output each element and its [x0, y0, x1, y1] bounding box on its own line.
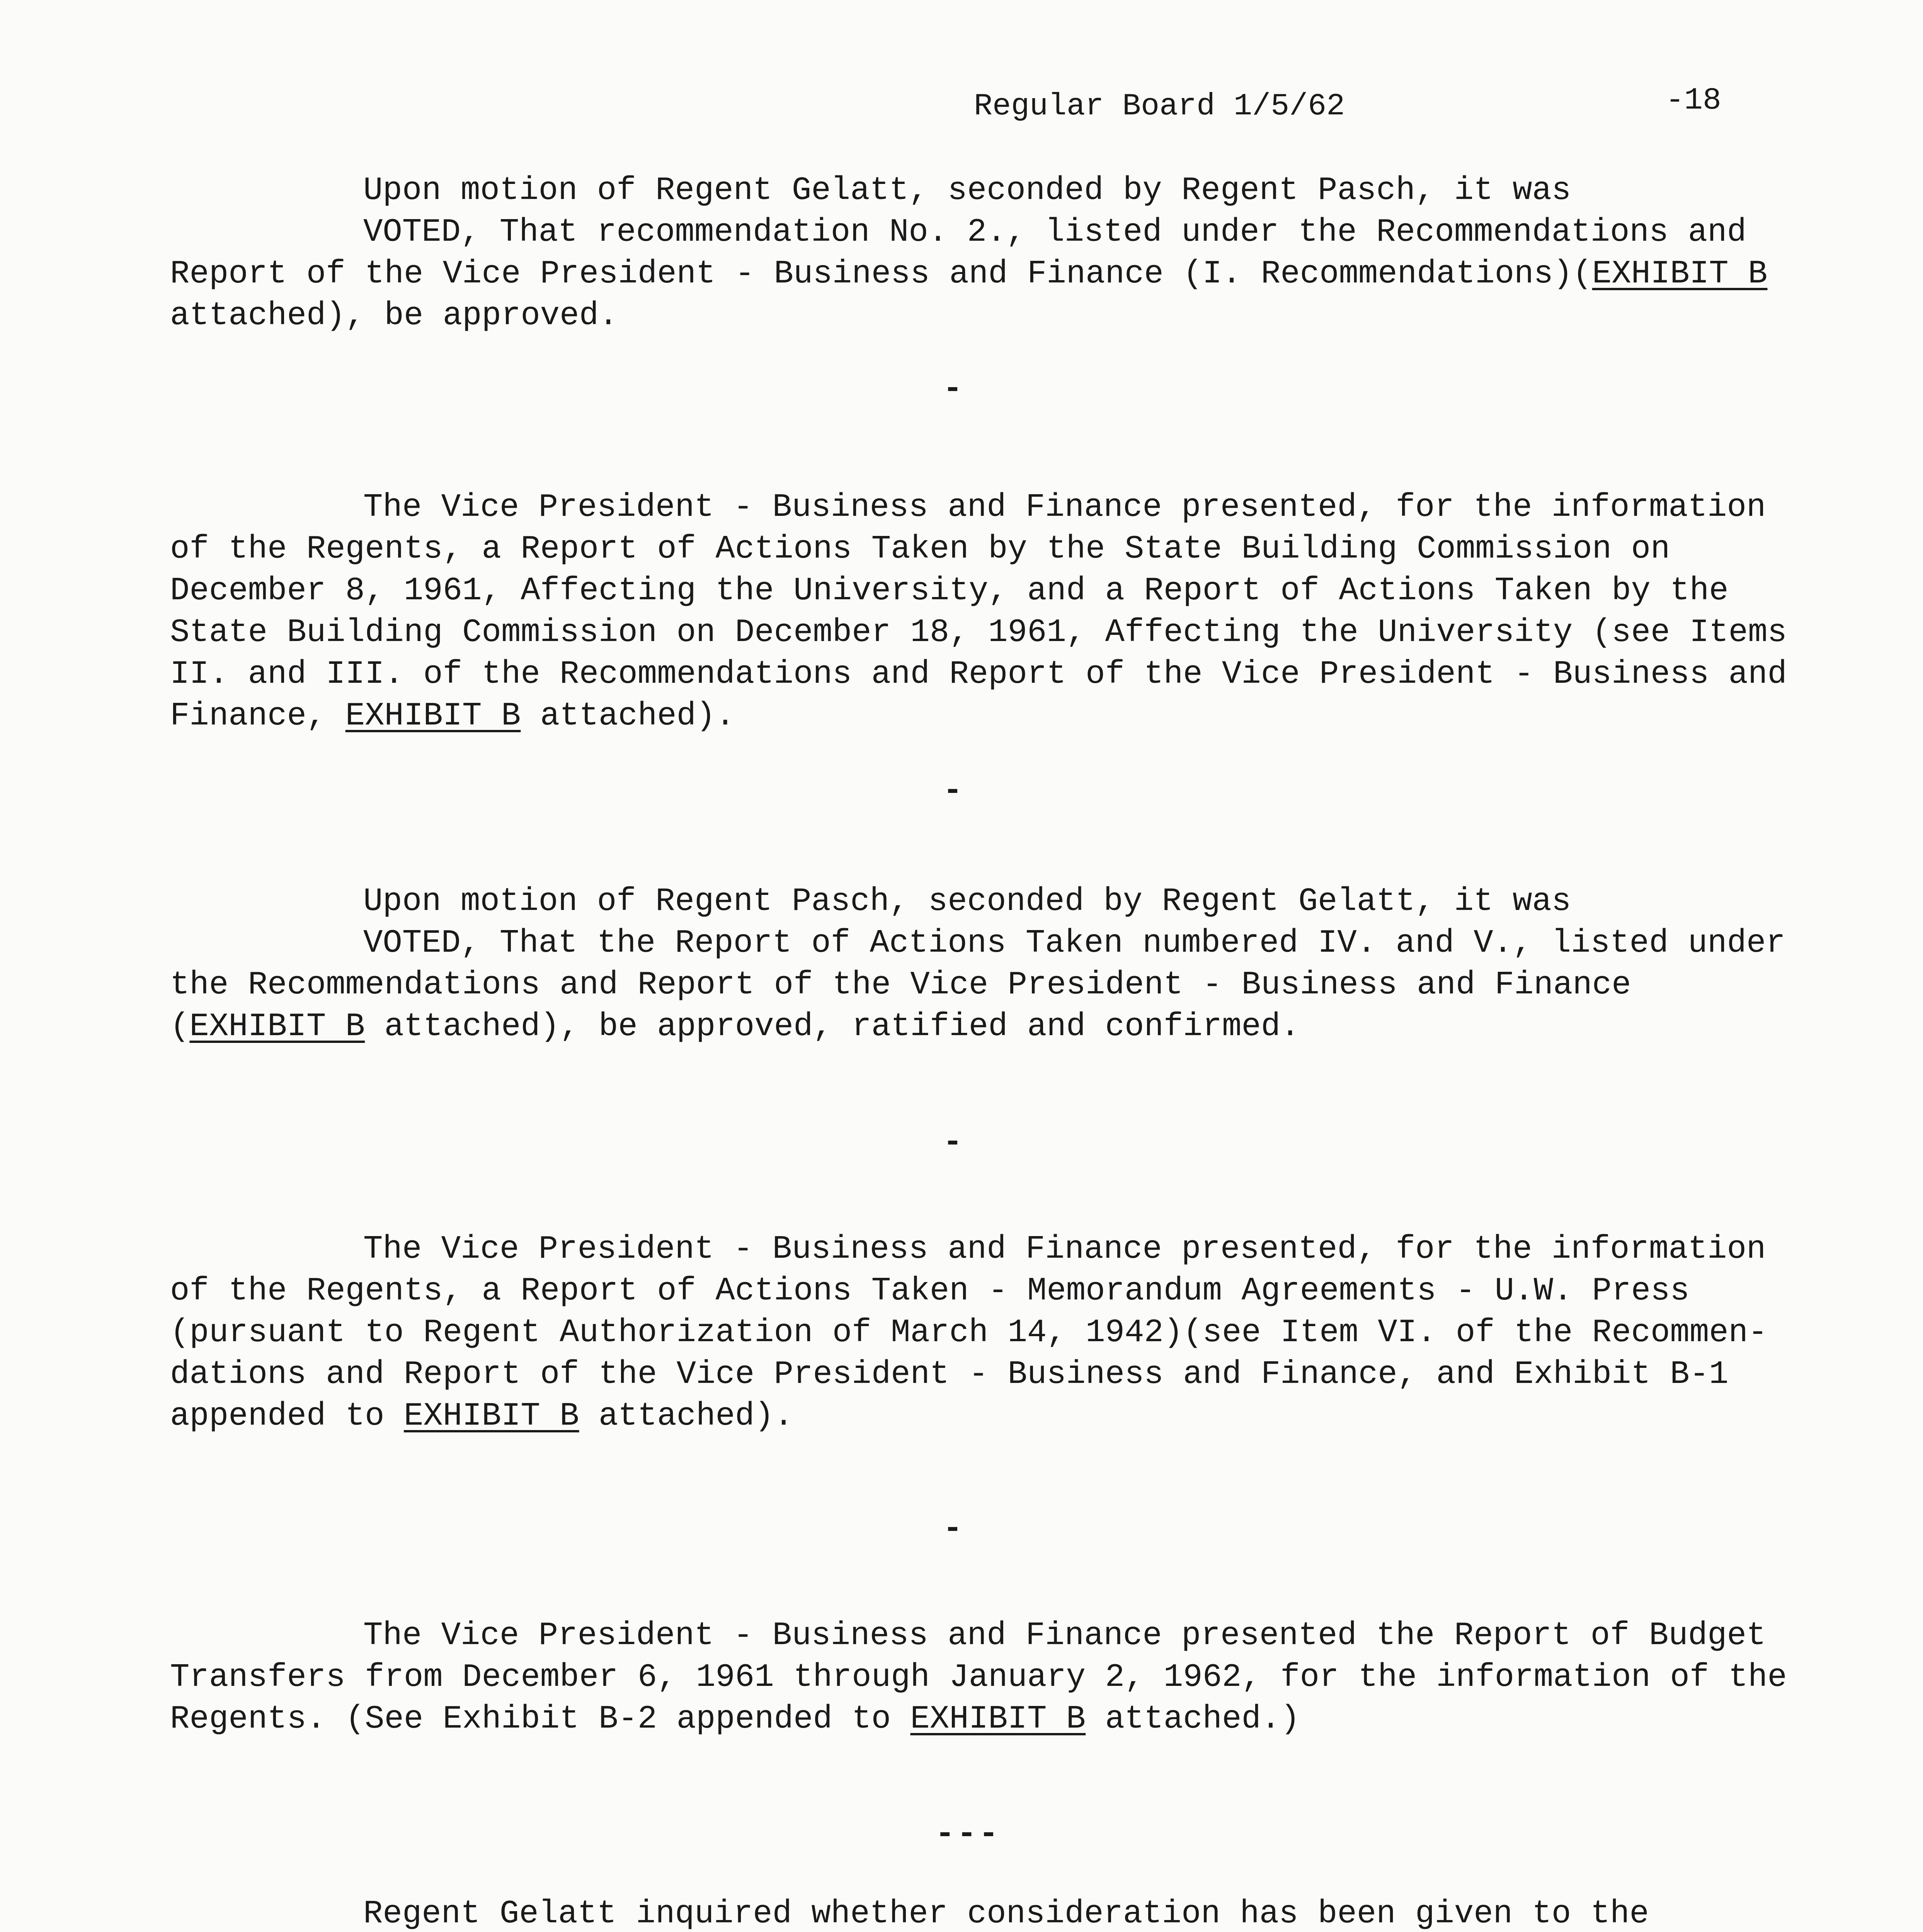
text-line: The Vice President - Business and Finance presented the Report of Budget — [363, 1617, 1766, 1654]
text-line: State Building Commission on December 18, 1961, Affecting the University (see Items — [170, 614, 1787, 651]
exhibit-reference: EXHIBIT B — [345, 698, 521, 735]
text-line: The Vice President - Business and Finance presented, for the information — [363, 489, 1766, 526]
text-line: II. and III. of the Recommendations and Report of the Vice President - Business and — [170, 656, 1787, 693]
paragraph-motion-gelatt — [170, 170, 1789, 337]
text-line: attached), be approved. — [170, 298, 618, 334]
text-line: The Vice President - Business and Finance presented, for the information — [363, 1231, 1766, 1268]
text-line: of the Regents, a Report of Actions Taken - Memorandum Agreements - U.W. Press — [170, 1273, 1690, 1310]
text-line: Transfers from December 6, 1961 through January 2, 1962, for the information of the — [170, 1659, 1787, 1696]
text-line: Upon motion of Regent Gelatt, seconded by Regent Pasch, it was — [363, 172, 1571, 209]
text-line: Upon motion of Regent Pasch, seconded by Regent Gelatt, it was — [363, 883, 1571, 920]
section-separator: - — [943, 371, 963, 408]
paragraph-milwaukee-meetings — [170, 1893, 1789, 1932]
section-separator: - — [943, 1124, 963, 1161]
text-line: the Recommendations and Report of the Vice President - Business and Finance — [170, 967, 1631, 1003]
text-line: (pursuant to Regent Authorization of March 14, 1942)(see Item VI. of the Recommen- — [170, 1315, 1768, 1351]
page-number-top: -18 — [1666, 83, 1722, 118]
section-separator: - — [943, 773, 963, 810]
exhibit-reference: EXHIBIT B — [1592, 256, 1768, 293]
page-header-title: Regular Board 1/5/62 — [974, 89, 1345, 124]
text-line: Finance, EXHIBIT B attached). — [170, 698, 735, 735]
exhibit-reference: EXHIBIT B — [403, 1398, 579, 1435]
paragraph-state-building-commission — [170, 487, 1789, 737]
text-line: dations and Report of the Vice President - Business and Finance, and Exhibit B-1 — [170, 1356, 1729, 1393]
text-line: VOTED, That recommendation No. 2., listed under the Recommendations and — [363, 214, 1746, 251]
text-line: (EXHIBIT B attached), be approved, ratified and confirmed. — [170, 1009, 1300, 1045]
text-line: appended to EXHIBIT B attached). — [170, 1398, 794, 1435]
exhibit-reference: EXHIBIT B — [910, 1701, 1086, 1738]
text-line: Regents. (See Exhibit B-2 appended to EXHIBIT B attached.) — [170, 1701, 1300, 1738]
text-line: December 8, 1961, Affecting the University, and a Report of Actions Taken by the — [170, 573, 1729, 609]
exhibit-reference: EXHIBIT B — [189, 1009, 365, 1045]
text-line: Regent Gelatt inquired whether consideration has been given to the — [363, 1896, 1649, 1932]
text-line: of the Regents, a Report of Actions Taken by the State Building Commission on — [170, 531, 1670, 568]
section-separator-triple: --- — [935, 1816, 1001, 1853]
paragraph-memorandum-agreements — [170, 1229, 1789, 1437]
paragraph-budget-transfers — [170, 1615, 1789, 1740]
text-line: VOTED, That the Report of Actions Taken numbered IV. and V., listed under — [363, 925, 1785, 962]
text-line: Report of the Vice President - Business and Finance (I. Recommendations)(EXHIBIT B — [170, 256, 1768, 293]
section-separator: - — [943, 1511, 963, 1548]
paragraph-motion-pasch — [170, 881, 1789, 1048]
